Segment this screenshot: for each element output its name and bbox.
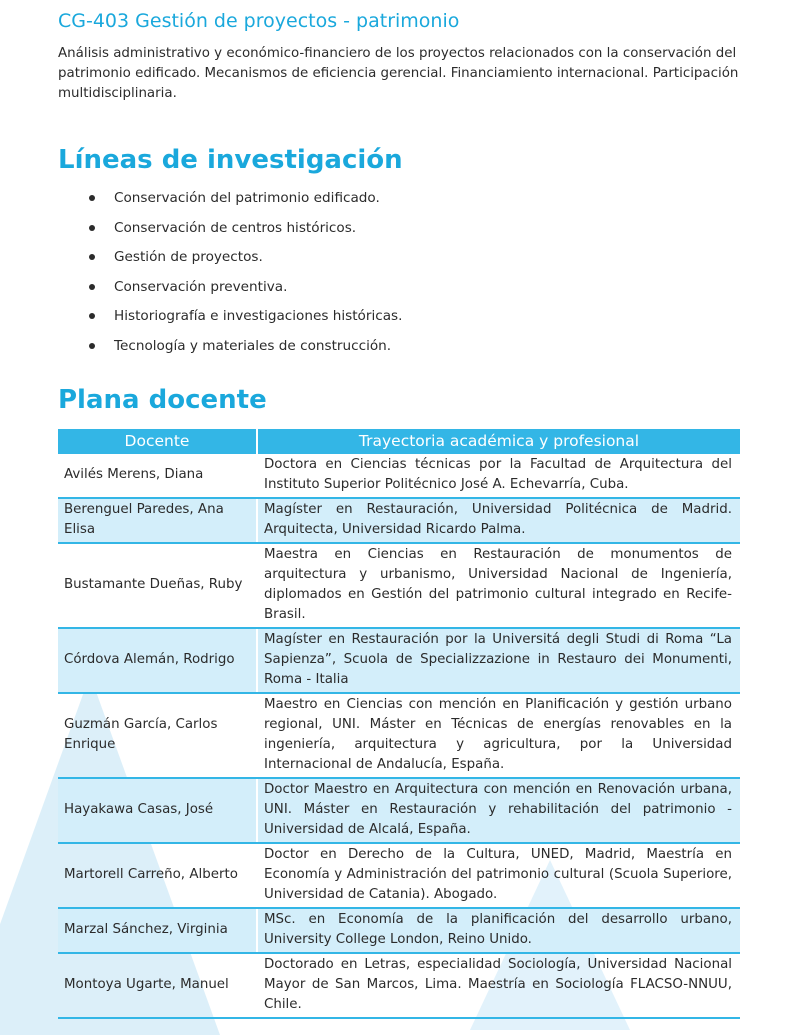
list-item	[58, 336, 740, 356]
teacher-background: Doctor Maestro en Arquitectura con mención en Renovación urbana, UNI. Máster en Restauración y rehabilitación del patrimonio - Universidad de Alcalá, España.	[257, 778, 740, 843]
teacher-name: Martorell Carreño, Alberto	[58, 843, 257, 908]
teacher-background: Doctor en Derecho de la Cultura, UNED, Madrid, Maestría en Economía y Administración del patrimonio cultural (Scuola Superiore, Universidad de Catania). Abogado.	[257, 843, 740, 908]
list-item-text: Gestión de proyectos.	[114, 249, 263, 265]
table-row	[58, 693, 740, 778]
list-item	[58, 306, 740, 326]
teacher-background: Doctora en Ciencias técnicas por la Facultad de Arquitectura del Instituto Superior Politécnico José A. Echevarría, Cuba.	[257, 454, 740, 498]
column-header-trayectoria: Trayectoria académica y profesional	[257, 429, 740, 454]
bullet-icon	[89, 225, 95, 231]
research-lines-heading: Líneas de investigación	[58, 145, 403, 175]
list-item-text: Conservación del patrimonio edificado.	[114, 190, 380, 206]
course-title: CG-403 Gestión de proyectos - patrimonio	[58, 10, 460, 32]
teacher-background: MSc. en Economía de la planificación del desarrollo urbano, University College London, Reino Unido.	[257, 908, 740, 953]
table-row	[58, 454, 740, 498]
list-item-text: Conservación de centros históricos.	[114, 219, 357, 236]
table-row	[58, 543, 740, 628]
list-item	[58, 277, 740, 297]
table-header	[58, 429, 740, 454]
teacher-name: Montoya Ugarte, Manuel	[58, 953, 257, 1018]
bullet-icon	[89, 343, 95, 349]
research-lines-list	[58, 188, 740, 356]
table-row	[58, 843, 740, 908]
table-row	[58, 498, 740, 543]
teacher-background: Maestra en Ciencias en Restauración de monumentos de arquitectura y urbanismo, Universidad Nacional de Ingeniería, diplomados en Gestión del patrimonio cultural integrado en Recife-Brasil.	[257, 543, 740, 628]
bullet-icon	[89, 313, 95, 319]
teacher-name: Avilés Merens, Diana	[58, 454, 257, 498]
list-item	[58, 188, 740, 208]
list-item-text: Tecnología y materiales de construcción.	[114, 337, 392, 354]
list-item-text: Historiografía e investigaciones históricas.	[114, 308, 403, 324]
teacher-background: Magíster en Restauración por la Universitá degli Studi di Roma “La Sapienza”, Scuola de Specializzazione in Restauro dei Monumenti, Roma - Italia	[257, 628, 740, 693]
teacher-name: Bustamante Dueñas, Ruby	[58, 543, 257, 628]
list-item	[58, 218, 740, 238]
course-description: Análisis administrativo y económico-financiero de los proyectos relacionados con la conservación del patrimonio edificado. Mecanismos de eficiencia gerencial. Financiamiento internacional. Participación multidisciplinaria.	[58, 46, 739, 101]
teacher-name: Berenguel Paredes, Ana Elisa	[58, 498, 257, 543]
teacher-name: Marzal Sánchez, Virginia	[58, 908, 257, 953]
table-row	[58, 628, 740, 693]
teacher-background: Doctorado en Letras, especialidad Sociología, Universidad Nacional Mayor de San Marcos, Lima. Maestría en Sociología FLACSO-NNUU, Chile.	[257, 953, 740, 1018]
bullet-icon	[89, 195, 95, 201]
faculty-table	[58, 429, 740, 1019]
list-item-text: Conservación preventiva.	[114, 278, 288, 295]
column-header-docente: Docente	[58, 429, 257, 454]
faculty-heading: Plana docente	[58, 384, 267, 415]
teacher-background: Maestro en Ciencias con mención en Planificación y gestión urbano regional, UNI. Máster en Técnicas de energías renovables en la ingeniería, arquitectura y agricultura, por la Universidad Internacional de Andalucía, España.	[257, 693, 740, 778]
teacher-name: Hayakawa Casas, José	[58, 778, 257, 843]
table-row	[58, 778, 740, 843]
bullet-icon	[89, 254, 95, 260]
teacher-name: Guzmán García, Carlos Enrique	[58, 693, 257, 778]
page-content	[58, 8, 740, 1019]
list-item	[58, 247, 740, 267]
teacher-name: Córdova Alemán, Rodrigo	[58, 628, 257, 693]
bullet-icon	[89, 284, 95, 290]
table-row	[58, 908, 740, 953]
table-row	[58, 953, 740, 1018]
teacher-background: Magíster en Restauración, Universidad Politécnica de Madrid. Arquitecta, Universidad Ricardo Palma.	[257, 498, 740, 543]
